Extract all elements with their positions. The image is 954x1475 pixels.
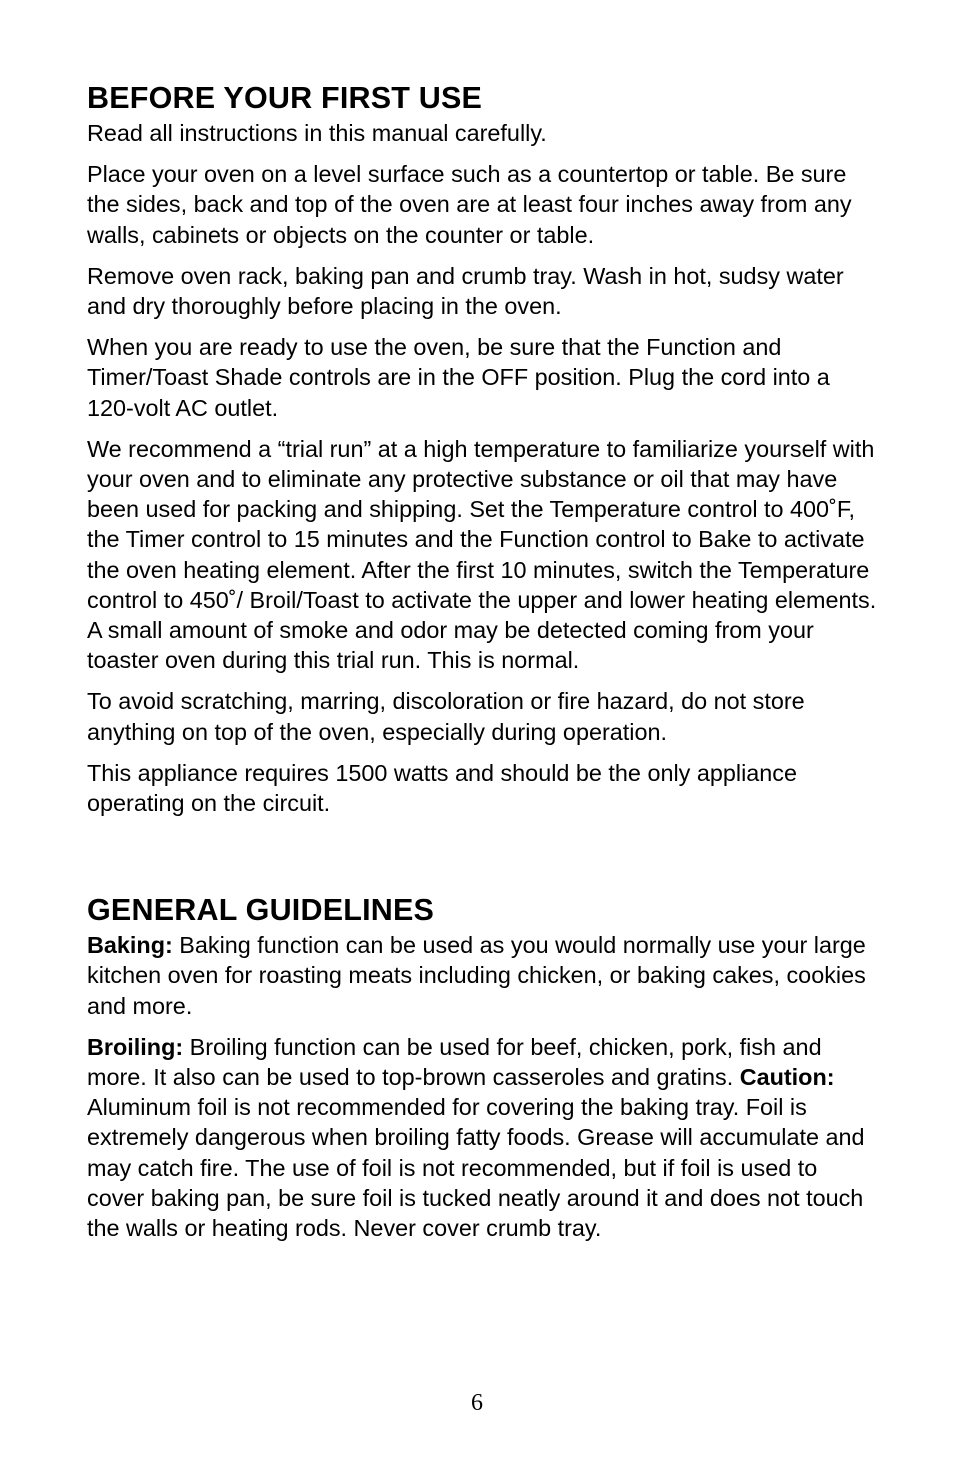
paragraph-placement: Place your oven on a level surface such as a countertop or table. Be sure the sides, back and top of the oven are at least four inches away from any walls, cabinets or objects on the counter or table. [87, 161, 852, 248]
section-heading-general-guidelines: GENERAL GUIDELINES [87, 893, 435, 928]
before-first-use-section [87, 78, 877, 818]
paragraph-wash-parts: Remove oven rack, baking pan and crumb tray. Wash in hot, sudsy water and dry thoroughly before placing in the oven. [87, 262, 844, 320]
paragraph-wattage: This appliance requires 1500 watts and should be the only appliance operating on the circuit. [87, 759, 797, 817]
baking-lead: Baking: [87, 932, 173, 959]
paragraph-broiling [87, 1032, 877, 1243]
paragraph-trial-run: We recommend a “trial run” at a high temperature to familiarize yourself with your oven and to eliminate any protective substance or oil that may have been used for packing and shipping. Set the Temperature control to 400˚F, the Timer control to 15 minutes and the Function control to Bake to activate the oven heating element. After the first 10 minutes, switch the Temperature control to 450˚/ Broil/Toast to activate the upper and lower heating elements. A small amount of smoke and odor may be detected coming from your toaster oven during this trial run. This is normal. [87, 435, 877, 674]
page-number: 6 [471, 1390, 483, 1416]
broiling-lead: Broiling: [87, 1033, 184, 1060]
caution-lead: Caution: [739, 1064, 835, 1091]
paragraph-read-instructions: Read all instructions in this manual carefully. [87, 120, 547, 146]
paragraph-baking [87, 930, 877, 1021]
paragraph-storage-warning: To avoid scratching, marring, discoloration or fire hazard, do not store anything on top of the oven, especially during operation. [87, 688, 805, 745]
paragraph-plug-in: When you are ready to use the oven, be sure that the Function and Timer/Toast Shade controls are in the OFF position. Plug the cord into a 120-volt AC outlet. [87, 334, 830, 421]
baking-text: Baking function can be used as you would normally use your large kitchen oven for roasting meats including chicken, or baking cakes, cookies and more. [87, 932, 866, 1019]
broiling-text: Broiling function can be used for beef, chicken, pork, fish and more. It also can be used to top-brown casseroles and gratins. [87, 1033, 822, 1091]
caution-text: Aluminum foil is not recommended for covering the baking tray. Foil is extremely dangerous when broiling fatty foods. Grease will accumulate and may catch fire. The use of foil is not recommended, but if foil is used to cover baking pan, be sure foil is tucked neatly around it and does not touch the walls or heating rods. Never cover crumb tray. [87, 1094, 865, 1242]
general-guidelines-section [87, 890, 877, 1243]
section-heading-before-first-use: BEFORE YOUR FIRST USE [87, 81, 483, 115]
manual-page [87, 78, 877, 1254]
